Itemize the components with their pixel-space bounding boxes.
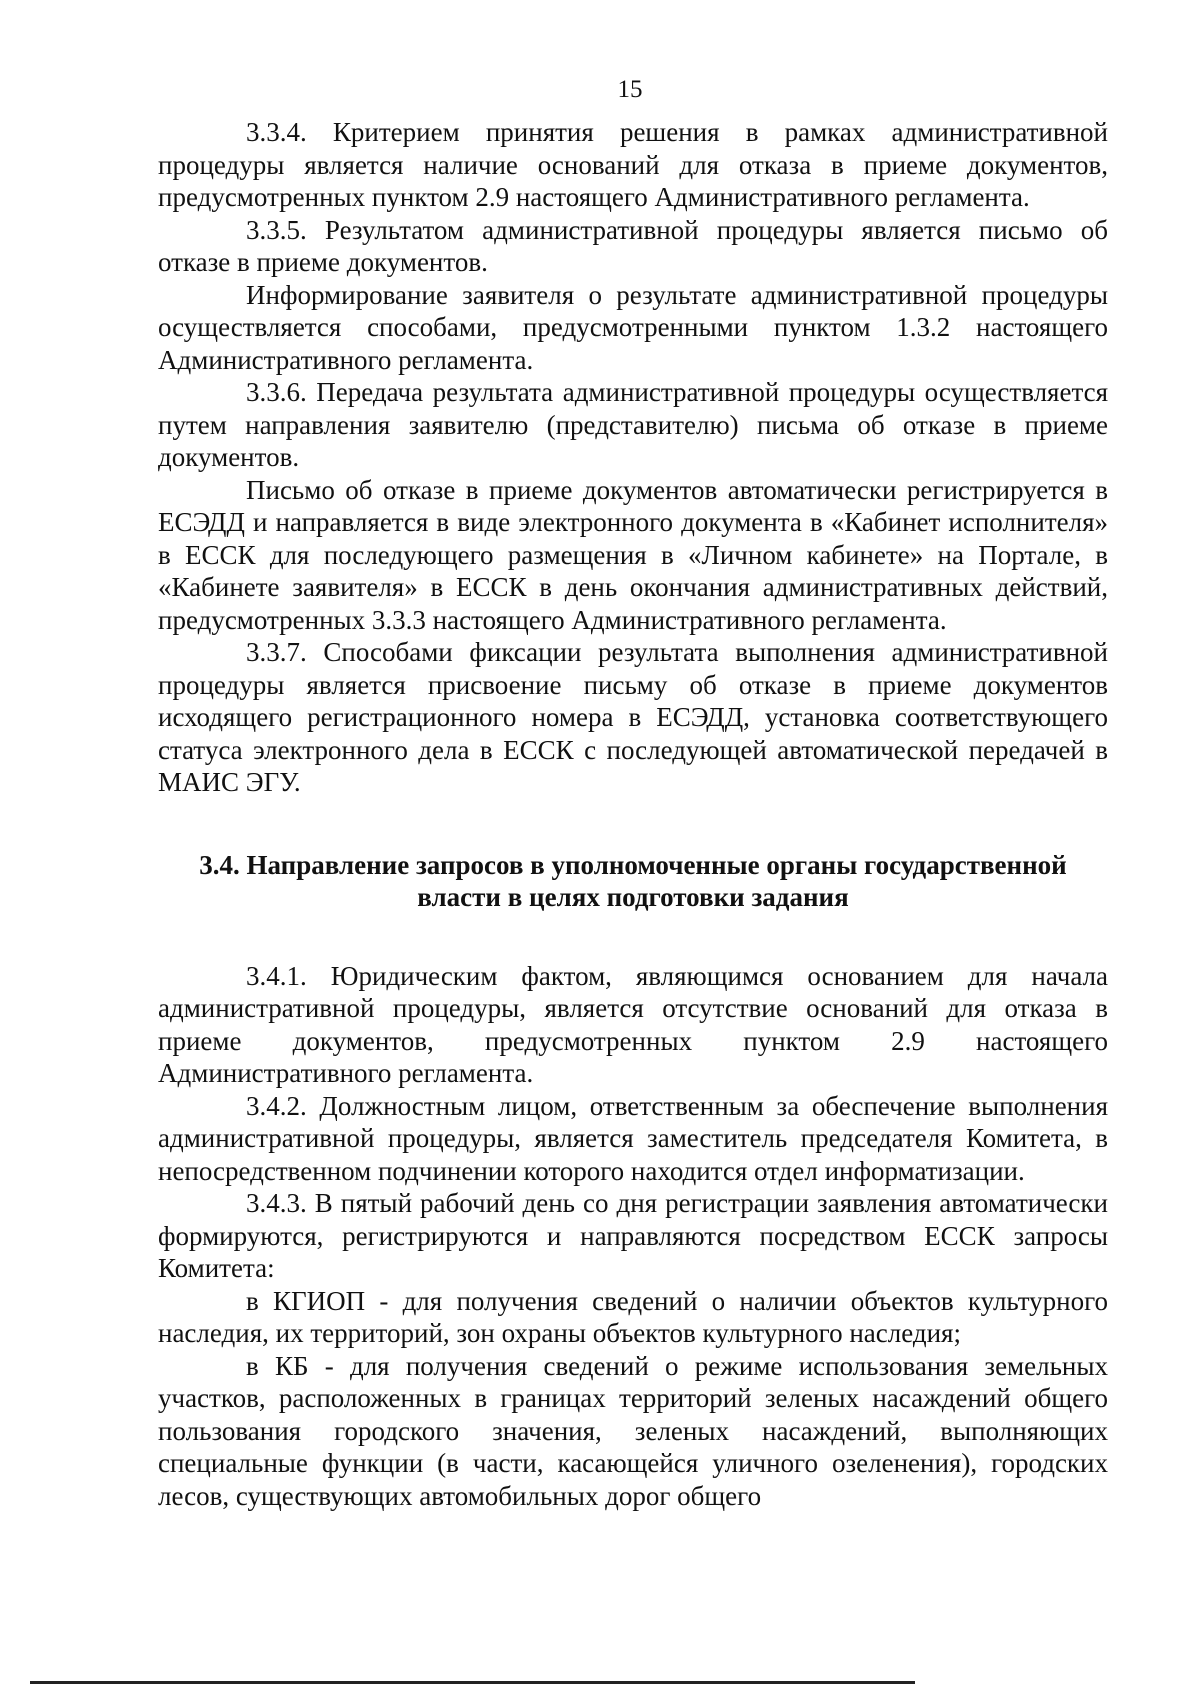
paragraph-3-3-4: 3.3.4. Критерием принятия решения в рамках административной процедуры является наличие оснований для отказа в приеме документов, предусмотренных пунктом 2.9 настоящего Административного регламента. <box>158 117 1108 212</box>
paragraph-3-3-6: 3.3.6. Передача результата административной процедуры осуществляется путем направления заявителю (представителю) письма об отказе в приеме документов. <box>158 377 1108 472</box>
paragraph-3-3-5: 3.3.5. Результатом административной процедуры является письмо об отказе в приеме документов. <box>158 214 1108 277</box>
bottom-rule-divider <box>30 1681 915 1684</box>
paragraph-kb: в КБ - для получения сведений о режиме использования земельных участков, расположенных в границах территорий зеленых насаждений общего пользования городского значения, зеленых насаждений, выполняющих специальные функции (в части, касающейся уличного озеленения), городских лесов, существующих автомобильных дорог общего <box>158 1350 1108 1511</box>
paragraph-3-4-3: 3.4.3. В пятый рабочий день со дня регистрации заявления автоматически формируются, регистрируются и направляются посредством ЕССК запросы Комитета: <box>158 1188 1108 1283</box>
paragraph-3-3-7: 3.3.7. Способами фиксации результата выполнения административной процедуры является присвоение письму об отказе в приеме документов исходящего регистрационного номера в ЕСЭДД, установка соответствующего статуса электронного дела в ЕССК с последующей автоматической передачей в МАИС ЭГУ. <box>158 637 1108 797</box>
document-body <box>158 116 1108 1512</box>
paragraph-letter-registration: Письмо об отказе в приеме документов автоматически регистрируется в ЕСЭДД и направляется в виде электронного документа в «Кабинет исполнителя» в ЕССК для последующего размещения в «Личном кабинете» на Портале, в «Кабинете заявителя» в ЕССК в день окончания административных действий, предусмотренных 3.3.3 настоящего Административного регламента. <box>158 474 1108 635</box>
section-heading-3-4: 3.4. Направление запросов в уполномоченные органы государственной власти в целях подготовки задания <box>199 849 1067 912</box>
paragraph-3-4-1: 3.4.1. Юридическим фактом, являющимся основанием для начала административной процедуры, является отсутствие оснований для отказа в приеме документов, предусмотренных пунктом 2.9 настоящего Административного регламента. <box>158 960 1108 1088</box>
page-number: 15 <box>617 76 643 103</box>
paragraph-kgiop: в КГИОП - для получения сведений о наличии объектов культурного наследия, их территорий, зон охраны объектов культурного наследия; <box>158 1285 1108 1348</box>
paragraph-3-4-2: 3.4.2. Должностным лицом, ответственным за обеспечение выполнения административной процедуры, является заместитель председателя Комитета, в непосредственном подчинении которого находится отдел информатизации. <box>158 1090 1108 1186</box>
paragraph-informing: Информирование заявителя о результате административной процедуры осуществляется способами, предусмотренными пунктом 1.3.2 настоящего Административного регламента. <box>158 279 1108 375</box>
